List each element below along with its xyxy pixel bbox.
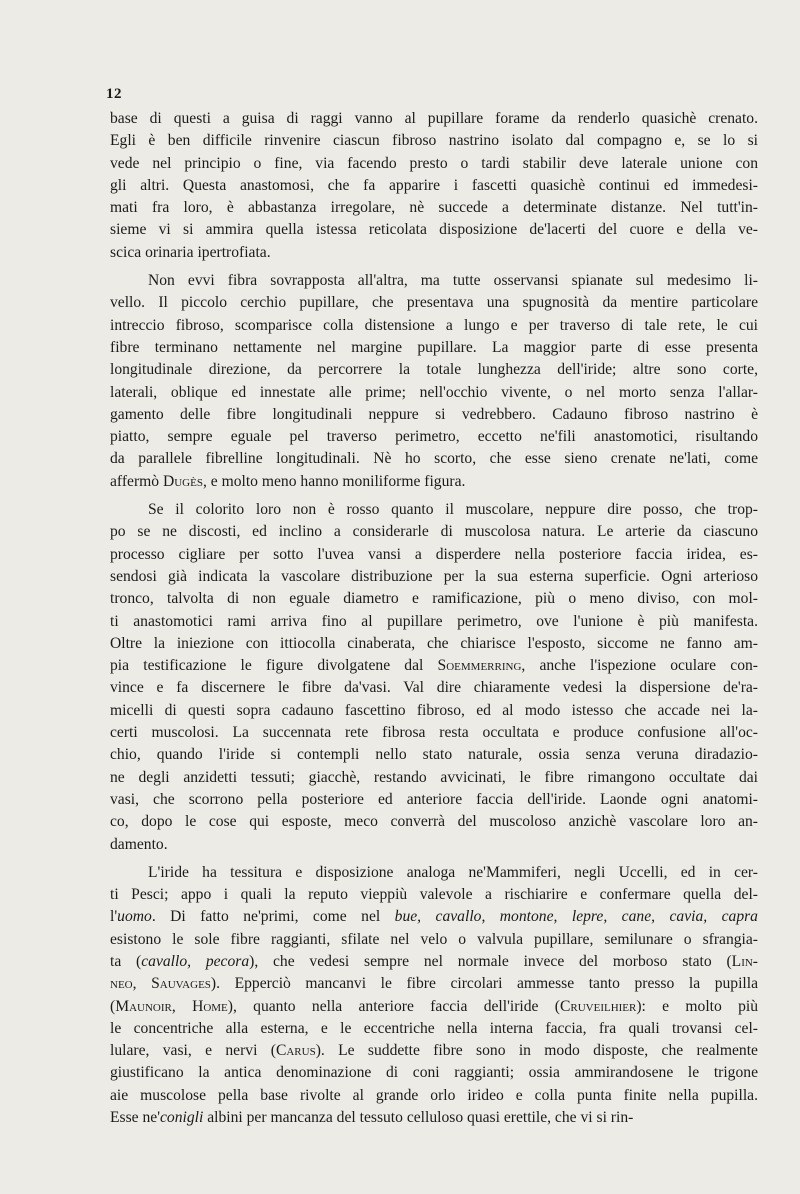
- author-name: Carus: [275, 1042, 316, 1060]
- text-segment: intreccio fibroso, scomparisce colla distensione a lungo e per traverso di tale rete, le cui: [110, 316, 758, 334]
- text-line: [110, 929, 758, 951]
- italic-term: cavallo, pecora: [141, 952, 250, 970]
- text-line: [110, 700, 758, 722]
- text-line: [110, 744, 758, 766]
- text-line: [110, 242, 758, 264]
- text-segment: tronco, talvolta di non eguale diametro e ramificazione, più o meno diviso, con mol-: [110, 590, 758, 608]
- page-number: 12: [106, 86, 122, 102]
- text-line: [110, 448, 758, 470]
- text-line: [110, 197, 758, 219]
- author-name: Maunoir: [115, 997, 172, 1015]
- text-segment: ne degli anzidetti tessuti; giacchè, restando avvicinati, le fibre rimangono occultate dai: [110, 768, 758, 786]
- author-name: Soemmerring: [437, 657, 522, 675]
- text-line: [110, 471, 758, 493]
- text-segment: processo cigliare per sotto l'uvea vansi a disperdere nella posteriore faccia iridea, es-: [110, 545, 758, 563]
- text-segment: aie muscolose pella base rivolte al grande orlo irideo e colla punta finite nella pupilla.: [110, 1086, 758, 1104]
- text-segment: vello. Il piccolo cerchio pupillare, che presentava una spugnosità da mentire particolare: [110, 294, 758, 312]
- paragraph: [110, 270, 758, 493]
- text-segment: Oltre la iniezione con ittiocolla cinaberata, che chiarisce l'esposto, siccome ne fanno am-: [110, 634, 758, 652]
- text-segment: piatto, sempre eguale pel traverso perimetro, eccetto ne'fili anastomotici, risultando: [110, 428, 758, 446]
- text-segment: l': [110, 908, 118, 926]
- text-line: [110, 633, 758, 655]
- text-segment: sieme vi si ammira quella istessa reticolata disposizione de'lacerti del cuore e della ve-: [110, 221, 758, 239]
- text-line: [110, 219, 758, 241]
- text-segment: longitudinale direzione, da percorrere la totale lunghezza dell'iride; altre sono corte,: [110, 361, 758, 379]
- text-line: [110, 130, 758, 152]
- text-line: [110, 677, 758, 699]
- text-segment: Egli è ben difficile rinvenire ciascun fibroso nastrino isolato dal compagno e, se lo si: [110, 132, 758, 150]
- paragraph: [110, 108, 758, 264]
- text-segment: ,: [171, 997, 193, 1015]
- body-text: [110, 108, 758, 1129]
- text-segment: certi muscolosi. La succennata rete fibrosa resta occultata e produce confusione all'oc-: [110, 724, 758, 742]
- text-segment: ): e molto più: [636, 997, 758, 1015]
- text-line: [110, 611, 758, 633]
- text-line: [110, 292, 758, 314]
- text-line: [110, 521, 758, 543]
- text-line: [110, 1062, 758, 1084]
- paragraph: [110, 499, 758, 856]
- text-line: [110, 426, 758, 448]
- text-segment: gamento delle fibre longitudinali neppure si vedrebbero. Cadauno fibroso nastrino è: [110, 405, 758, 423]
- text-segment: ,: [132, 975, 152, 993]
- text-line: [110, 1040, 758, 1062]
- text-line: [110, 544, 758, 566]
- text-line: [110, 655, 758, 677]
- italic-term: bue, cavallo, montone, lepre, cane, cavia, capra: [394, 908, 758, 926]
- paragraph: [110, 862, 758, 1130]
- text-segment: L'iride ha tessitura e disposizione analoga ne'Mammiferi, negli Uccelli, ed in cer-: [148, 863, 758, 881]
- text-line: [110, 337, 758, 359]
- text-line: [110, 153, 758, 175]
- text-segment: Esse ne': [110, 1109, 161, 1127]
- text-line: [110, 973, 758, 995]
- text-segment: laterali, oblique ed innestate alle prime; nell'occhio vivente, o nel morto senza l'allar-: [110, 383, 758, 401]
- author-name: Sauvages: [151, 975, 211, 993]
- text-line: [110, 315, 758, 337]
- text-segment: esistono le sole fibre raggianti, sfilate nel velo o valvula pupillare, semilunare o sfrangia-: [110, 930, 758, 948]
- text-line: [110, 767, 758, 789]
- text-segment: vasi, che scorrono pella posteriore ed anteriore faccia dell'iride. Laonde ogni anatomi-: [110, 790, 758, 808]
- text-segment: fibre terminano nettamente nel margine pupillare. La maggior parte di esse presenta: [110, 338, 758, 356]
- text-segment: giustificano la antica denominazione di coni raggianti; ossia ammirandosene le trigone: [110, 1064, 758, 1082]
- text-segment: Se il colorito loro non è rosso quanto il muscolare, neppure dire posso, che trop-: [148, 501, 758, 519]
- text-line: [110, 359, 758, 381]
- italic-term: conigli: [160, 1109, 204, 1127]
- text-line: [110, 906, 758, 928]
- text-segment: base di questi a guisa di raggi vanno al pupillare forame da renderlo quasichè crenato.: [110, 110, 758, 127]
- text-line: [110, 382, 758, 404]
- text-segment: micelli di questi sopra cadauno fascettino fibroso, ed al modo istesso che accade nei la-: [110, 701, 758, 719]
- text-segment: ), che vedesi sempre nel normale invece del morboso stato (: [249, 952, 732, 970]
- text-line: [110, 834, 758, 856]
- text-line: [110, 1018, 758, 1040]
- text-segment: da parallele fibrelline longitudinali. Nè ho scorto, che esse sieno crenate ne'lati, come: [110, 450, 758, 468]
- text-segment: damento.: [110, 835, 168, 853]
- text-segment: , anche l'ispezione oculare con-: [521, 657, 758, 675]
- italic-term: uomo: [117, 908, 152, 926]
- text-segment: gli altri. Questa anastomosi, che fa apparire i fascetti quasichè continui ed immedesi-: [110, 176, 758, 194]
- text-segment: Non evvi fibra sovrapposta all'altra, ma tutte osservansi spianate sul medesimo li-: [148, 272, 758, 290]
- text-segment: ti Pesci; appo i quali la reputo vieppiù valevole a rischiarire e confermare quella del-: [110, 886, 758, 904]
- text-segment: affermò: [110, 472, 163, 490]
- text-line: [110, 108, 758, 130]
- text-segment: po se ne discosti, ed inclino a considerarle di muscolosa natura. Le arterie da ciascuno: [110, 523, 758, 541]
- text-segment: mati fra loro, è abbastanza irregolare, nè succede a determinate distanze. Nel tutt'in-: [110, 199, 758, 217]
- text-segment: ta (: [110, 952, 142, 970]
- text-segment: ti anastomotici rami arriva fino al pupillare perimetro, ove l'unione è più manifesta.: [110, 612, 758, 630]
- text-segment: co, dopo le cose qui esposte, meco converrà del muscoloso anzichè vascolare loro an-: [110, 813, 758, 831]
- text-line: [110, 588, 758, 610]
- text-line: [110, 811, 758, 833]
- text-line: [110, 722, 758, 744]
- text-segment: pia testificazione le figure divolgatene dal: [110, 657, 438, 675]
- text-line: [110, 499, 758, 521]
- text-segment: ). Epperciò mancanvi le fibre circolari ammesse tanto presso la pupilla: [210, 975, 758, 993]
- text-line: [110, 566, 758, 588]
- author-name: neo: [110, 975, 133, 993]
- text-line: [110, 1085, 758, 1107]
- text-segment: lulare, vasi, e nervi (: [110, 1042, 276, 1060]
- text-line: [110, 996, 758, 1018]
- text-line: [110, 951, 758, 973]
- text-segment: sendosi già indicata la vascolare distribuzione per la sua esterna superficie. Ogni arterioso: [110, 567, 758, 585]
- author-name: Cruveilhier: [559, 997, 637, 1015]
- text-segment: vince e fa discernere le fibre da'vasi. Val dire chiaramente vedesi la dispersione de'ra-: [110, 679, 758, 697]
- text-segment: (: [110, 997, 116, 1015]
- author-name: Home: [192, 997, 228, 1015]
- text-segment: le concentriche alla esterna, e le eccentriche nella interna faccia, fra quali trovansi cel-: [110, 1019, 758, 1037]
- text-segment: ), quanto nella anteriore faccia dell'iride (: [227, 997, 560, 1015]
- text-segment: scica orinaria ipertrofiata.: [110, 243, 271, 261]
- text-line: [110, 862, 758, 884]
- text-segment: albini per mancanza del tessuto celluloso quasi erettile, che vi si rin-: [203, 1109, 634, 1127]
- author-name: Lin-: [731, 952, 758, 970]
- text-line: [110, 1107, 758, 1129]
- author-name: Dugès: [162, 472, 203, 490]
- text-line: [110, 789, 758, 811]
- text-segment: ). Le suddette fibre sono in modo disposte, che realmente: [315, 1042, 758, 1060]
- text-segment: vede nel principio o fine, via facendo presto o tardi stabilir deve laterale unione con: [110, 154, 758, 172]
- text-line: [110, 884, 758, 906]
- text-segment: . Di fatto ne'primi, come nel: [151, 908, 395, 926]
- text-line: [110, 175, 758, 197]
- text-segment: chio, quando l'iride si contempli nello stato naturale, ossia senza veruna diradazio-: [110, 746, 758, 764]
- text-line: [110, 270, 758, 292]
- text-segment: , e molto meno hanno moniliforme figura.: [202, 472, 466, 490]
- text-line: [110, 404, 758, 426]
